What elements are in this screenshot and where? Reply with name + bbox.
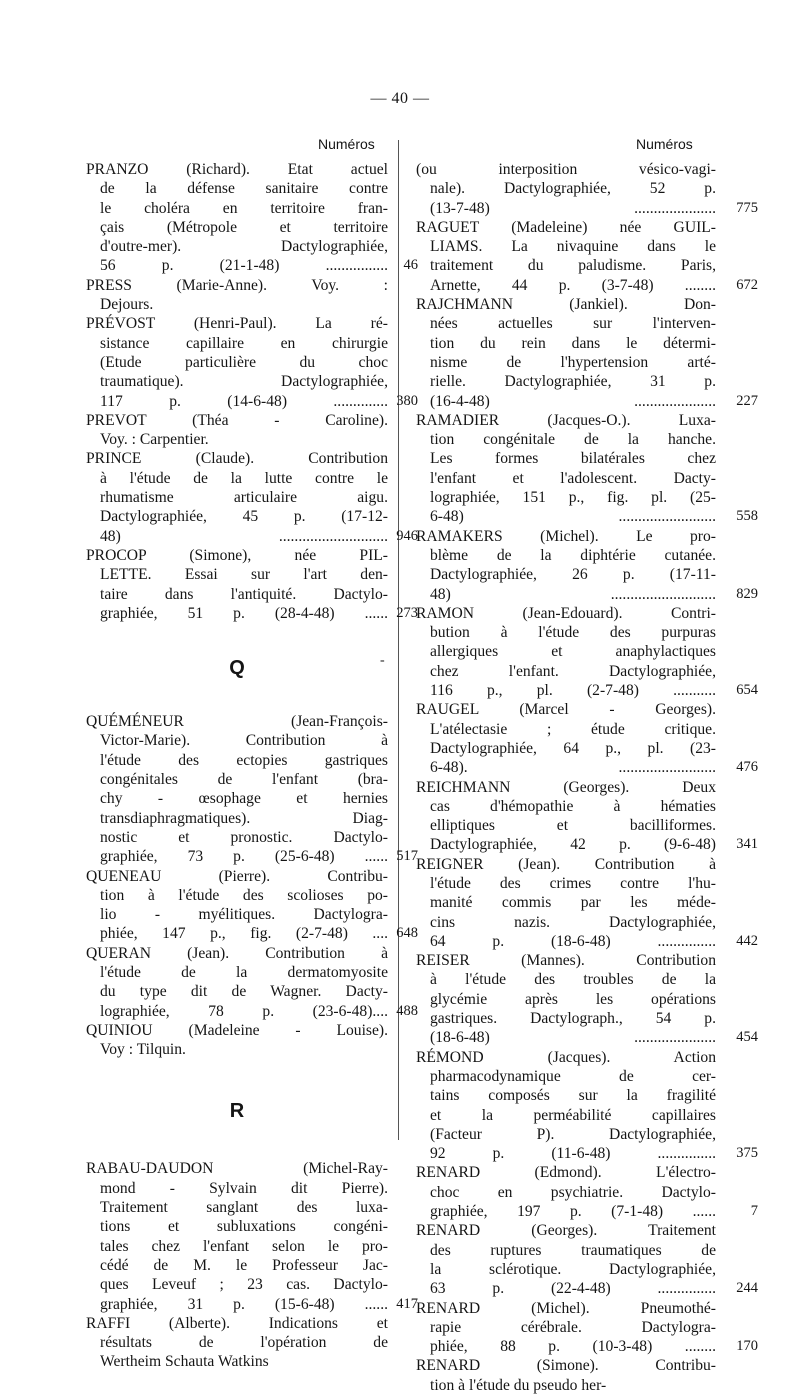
entry-text-line: l'étude des ectopies gastriques bbox=[100, 751, 388, 769]
entry-heading-line: PROCOP (Simone), née PIL- bbox=[86, 546, 388, 564]
column-header-left: Numéros bbox=[318, 136, 375, 152]
entry-text-line: tales chez l'enfant selon le pro- bbox=[100, 1237, 388, 1255]
entry-heading-line: RAUGEL (Marcel - Georges). bbox=[416, 701, 716, 719]
entry-heading-line: QUENEAU (Pierre). Contribu- bbox=[86, 867, 388, 885]
entry-number: 244 bbox=[736, 1280, 758, 1297]
index-entry bbox=[86, 712, 418, 866]
entry-text-line: ques Leveuf ; 23 cas. Dactylo- bbox=[100, 1276, 388, 1294]
entry-text-line: chy - œsophage et hernies bbox=[100, 790, 388, 808]
entry-text-line: Wertheim Schauta Watkins bbox=[100, 1353, 269, 1371]
index-entry bbox=[416, 411, 758, 527]
entry-heading-line: PRINCE (Claude). Contribution bbox=[86, 450, 388, 468]
entry-text-line: (18-6-48) ..................... bbox=[430, 1029, 716, 1047]
index-entry bbox=[86, 1314, 388, 1372]
entry-heading-line: REISER (Mannes). Contribution bbox=[416, 952, 716, 970]
entry-text-line: manité commis par les méde- bbox=[430, 894, 716, 912]
entry-text-line: transdiaphragmatiques). Diag- bbox=[100, 809, 388, 827]
entry-text-line: tion du rein dans le détermi- bbox=[430, 334, 716, 352]
entry-number: 517 bbox=[396, 848, 418, 865]
entry-text-line: cins nazis. Dactylographiée, bbox=[430, 913, 716, 931]
entry-text-line: LETTE. Essai sur l'art den- bbox=[100, 566, 388, 584]
entry-number: 417 bbox=[396, 1295, 418, 1312]
entry-text-line: à l'étude des troubles de la bbox=[430, 971, 716, 989]
entry-number: 476 bbox=[736, 759, 758, 776]
entry-text-line: Arnette, 44 p. (3-7-48) ........ bbox=[430, 276, 716, 294]
entry-number: 380 bbox=[396, 392, 418, 409]
entry-text-line: 48) ........................... bbox=[430, 585, 716, 603]
entry-text-line: 64 p. (18-6-48) ............... bbox=[430, 932, 716, 950]
entry-text-line: bution à l'étude des purpuras bbox=[430, 624, 716, 642]
entry-text-line: de la défense sanitaire contre bbox=[100, 180, 388, 198]
entry-text-line: Dejours. bbox=[100, 296, 154, 314]
entry-text-line: des ruptures traumatiques de bbox=[430, 1241, 716, 1259]
entry-number: 341 bbox=[736, 836, 758, 853]
entry-text-line: lographiée, 151 p., fig. pl. (25- bbox=[430, 489, 716, 507]
index-entry bbox=[86, 411, 388, 450]
entry-text-line: l'étude de la dermatomyosite bbox=[100, 963, 388, 981]
index-entry bbox=[416, 855, 758, 951]
index-entry bbox=[416, 1048, 758, 1164]
index-entry bbox=[86, 314, 418, 410]
entry-number: 7 bbox=[750, 1203, 758, 1220]
entry-text-line: Dactylographiée, 64 p., pl. (23- bbox=[430, 739, 716, 757]
entry-heading-line: (ou interposition vésico-vagi- bbox=[416, 161, 716, 178]
entry-text-line: Les formes bilatérales chez bbox=[430, 450, 716, 468]
index-entry bbox=[86, 867, 418, 944]
entry-heading-line: QUERAN (Jean). Contribution à bbox=[86, 944, 388, 962]
index-entry bbox=[416, 1221, 758, 1298]
entry-text-line: glycémie après les opérations bbox=[430, 990, 716, 1008]
margin-mark: - bbox=[380, 653, 385, 668]
entry-text-line: Victor-Marie). Contribution à bbox=[100, 732, 388, 750]
entries-r bbox=[86, 1159, 418, 1371]
entry-heading-line: QUÉMÉNEUR (Jean-François- bbox=[86, 713, 388, 731]
index-entry bbox=[416, 951, 758, 1047]
entry-text-line: çais (Métropole et territoire bbox=[100, 218, 388, 236]
right-column bbox=[416, 160, 758, 1395]
entry-text-line: rapie cérébrale. Dactylogra- bbox=[430, 1318, 716, 1336]
entry-text-line: (13-7-48) ..................... bbox=[430, 199, 716, 217]
entry-heading-line: RAGUET (Madeleine) née GUIL- bbox=[416, 218, 716, 236]
column-divider bbox=[398, 140, 399, 1140]
column-header-right: Numéros bbox=[636, 136, 693, 152]
entry-heading-line: REICHMANN (Georges). Deux bbox=[416, 778, 716, 796]
entry-number: 648 bbox=[396, 925, 418, 942]
entry-number: 946 bbox=[396, 527, 418, 544]
entry-text-line: sistance capillaire en chirurgie bbox=[100, 334, 388, 352]
entry-text-line: L'atélectasie ; étude critique. bbox=[430, 720, 716, 738]
section-letter-q: Q bbox=[229, 657, 245, 680]
entry-text-line: graphiée, 197 p. (7-1-48) ...... bbox=[430, 1203, 716, 1221]
entry-heading-line: RENARD (Georges). Traitement bbox=[416, 1222, 716, 1240]
entry-heading-line: RENARD (Edmond). L'électro- bbox=[416, 1164, 716, 1182]
entry-text-line: l'étude des crimes contre l'hu- bbox=[430, 874, 716, 892]
entry-number: 488 bbox=[396, 1002, 418, 1019]
entry-text-line: congénitales de l'enfant (bra- bbox=[100, 771, 388, 789]
entry-text-line: Voy : Tilquin. bbox=[100, 1041, 186, 1059]
entry-text-line: nale). Dactylographiée, 52 p. bbox=[430, 180, 716, 198]
entry-text-line: Dactylographiée, 26 p. (17-11- bbox=[430, 566, 716, 584]
entry-text-line: et la perméabilité capillaires bbox=[430, 1106, 716, 1124]
entry-text-line: rhumatisme articulaire aigu. bbox=[100, 489, 388, 507]
entry-text-line: nées actuelles sur l'interven- bbox=[430, 315, 716, 333]
index-entry bbox=[416, 1356, 716, 1395]
entry-text-line: allergiques et anaphylactiques bbox=[430, 643, 716, 661]
entry-number: 46 bbox=[403, 257, 418, 274]
entry-text-line: (Facteur P). Dactylographiée, bbox=[430, 1125, 716, 1143]
entry-heading-line: REIGNER (Jean). Contribution à bbox=[416, 855, 716, 873]
left-column bbox=[86, 160, 418, 1372]
entry-text-line: la sclérotique. Dactylographiée, bbox=[430, 1260, 716, 1278]
index-entry bbox=[416, 527, 758, 604]
index-entry bbox=[86, 1159, 418, 1313]
entry-text-line: 116 p., pl. (2-7-48) ........... bbox=[430, 682, 716, 700]
entry-heading-line: RABAU-DAUDON (Michel-Ray- bbox=[86, 1160, 388, 1178]
index-entry bbox=[86, 160, 418, 276]
entries-r-continued bbox=[416, 160, 758, 1395]
index-entry bbox=[416, 218, 758, 295]
entry-heading-line: RAMAKERS (Michel). Le pro- bbox=[416, 527, 716, 545]
entry-number: 775 bbox=[736, 199, 758, 216]
entry-text-line: pharmacodynamique de cer- bbox=[430, 1067, 716, 1085]
index-entry bbox=[416, 778, 758, 855]
entry-text-line: Traitement sanglant des luxa- bbox=[100, 1199, 388, 1217]
entry-text-line: tions et subluxations congéni- bbox=[100, 1218, 388, 1236]
entry-heading-line: PRESS (Marie-Anne). Voy. : bbox=[86, 276, 388, 294]
entry-number: 375 bbox=[736, 1145, 758, 1162]
entry-text-line: Dactylographiée, 45 p. (17-12- bbox=[100, 508, 388, 526]
entry-number: 227 bbox=[736, 392, 758, 409]
entry-text-line: nostic et pronostic. Dactylo- bbox=[100, 828, 388, 846]
entry-text-line: mond - Sylvain dit Pierre). bbox=[100, 1179, 388, 1197]
entry-text-line: tion à l'étude des scolioses po- bbox=[100, 886, 388, 904]
entry-text-line: phiée, 88 p. (10-3-48) ........ bbox=[430, 1338, 716, 1356]
index-entry bbox=[416, 160, 758, 218]
entry-text-line: blème de la diphtérie cutanée. bbox=[430, 546, 716, 564]
entry-heading-line: RENARD (Simone). Contribu- bbox=[416, 1357, 716, 1375]
entry-text-line: 92 p. (11-6-48) ............... bbox=[430, 1145, 716, 1163]
entry-text-line: (Etude particulière du choc bbox=[100, 353, 388, 371]
entry-text-line: taire dans l'antiquité. Dactylo- bbox=[100, 585, 388, 603]
entry-text-line: tains composés sur la fragilité bbox=[430, 1087, 716, 1105]
entry-heading-line: PRANZO (Richard). Etat actuel bbox=[86, 161, 388, 178]
index-entry bbox=[416, 604, 758, 700]
entry-text-line: nisme de l'hypertension arté- bbox=[430, 353, 716, 371]
entry-text-line: traitement du paludisme. Paris, bbox=[430, 257, 716, 275]
entry-text-line: graphiée, 31 p. (15-6-48) ...... bbox=[100, 1295, 388, 1313]
entry-text-line: choc en psychiatrie. Dactylo- bbox=[430, 1183, 716, 1201]
entry-text-line: lio - myélitiques. Dactylogra- bbox=[100, 906, 388, 924]
entry-text-line: traumatique). Dactylographiée, bbox=[100, 373, 388, 391]
entry-text-line: 6-48) ......................... bbox=[430, 508, 716, 526]
entry-heading-line: RAMADIER (Jacques-O.). Luxa- bbox=[416, 411, 716, 429]
entry-text-line: cas d'hémopathie à hématies bbox=[430, 797, 716, 815]
index-entry bbox=[86, 276, 388, 315]
index-entry bbox=[86, 1021, 388, 1060]
entry-text-line: LIAMS. La nivaquine dans le bbox=[430, 238, 716, 256]
entry-number: 442 bbox=[736, 932, 758, 949]
entry-heading-line: PRÉVOST (Henri-Paul). La ré- bbox=[86, 315, 388, 333]
index-entry bbox=[86, 449, 418, 545]
entry-text-line: graphiée, 73 p. (25-6-48) ...... bbox=[100, 848, 388, 866]
entry-text-line: 48) ............................ bbox=[100, 527, 388, 545]
entry-heading-line: QUINIOU (Madeleine - Louise). bbox=[86, 1021, 388, 1039]
entry-text-line: graphiée, 51 p. (28-4-48) ...... bbox=[100, 604, 388, 622]
entry-number: 829 bbox=[736, 585, 758, 602]
index-entry bbox=[416, 295, 758, 411]
entry-text-line: à l'étude de la lutte contre le bbox=[100, 469, 388, 487]
entry-text-line: (16-4-48) ..................... bbox=[430, 392, 716, 410]
entry-text-line: du type dit de Wagner. Dacty- bbox=[100, 983, 388, 1001]
entry-number: 654 bbox=[736, 682, 758, 699]
entry-text-line: le choléra en territoire fran- bbox=[100, 199, 388, 217]
entry-text-line: chez l'enfant. Dactylographiée, bbox=[430, 662, 716, 680]
index-entry bbox=[86, 546, 418, 623]
entry-text-line: 56 p. (21-1-48) ................ bbox=[100, 257, 388, 275]
entry-text-line: gastriques. Dactylograph., 54 p. bbox=[430, 1010, 716, 1028]
entry-text-line: 117 p. (14-6-48) .............. bbox=[100, 392, 388, 410]
entry-text-line: résultats de l'opération de bbox=[100, 1334, 388, 1352]
entry-number: 273 bbox=[396, 604, 418, 621]
entry-text-line: d'outre-mer). Dactylographiée, bbox=[100, 238, 388, 256]
entry-heading-line: PREVOT (Théa - Caroline). bbox=[86, 411, 388, 429]
section-letter-r: R bbox=[229, 1100, 245, 1123]
index-entry bbox=[86, 944, 418, 1021]
entry-number: 558 bbox=[736, 508, 758, 525]
entry-heading-line: RÉMOND (Jacques). Action bbox=[416, 1048, 716, 1066]
entry-text-line: phiée, 147 p., fig. (2-7-48) .... bbox=[100, 925, 388, 943]
entry-text-line: rielle. Dactylographiée, 31 p. bbox=[430, 373, 716, 391]
entry-text-line: 63 p. (22-4-48) ............... bbox=[430, 1280, 716, 1298]
entry-heading-line: RAJCHMANN (Jankiel). Don- bbox=[416, 296, 716, 314]
page-number: — 40 — bbox=[370, 90, 430, 107]
index-entry bbox=[416, 1163, 758, 1221]
entry-number: 672 bbox=[736, 276, 758, 293]
entry-text-line: elliptiques et bacilliformes. bbox=[430, 817, 716, 835]
entry-number: 454 bbox=[736, 1029, 758, 1046]
entry-text-line: lographiée, 78 p. (23-6-48).... bbox=[100, 1002, 388, 1020]
index-entry bbox=[416, 1299, 758, 1357]
entry-text-line: cédé de M. le Professeur Jac- bbox=[100, 1256, 388, 1274]
entry-text-line: Voy. : Carpentier. bbox=[100, 431, 209, 449]
entry-heading-line: RENARD (Michel). Pneumothé- bbox=[416, 1299, 716, 1317]
entries-q bbox=[86, 712, 418, 1059]
entry-text-line: tion congénitale de la hanche. bbox=[430, 431, 716, 449]
entry-text-line: Dactylographiée, 42 p. (9-6-48) bbox=[430, 836, 716, 854]
entry-number: 170 bbox=[736, 1338, 758, 1355]
entry-heading-line: RAFFI (Alberte). Indications et bbox=[86, 1314, 388, 1332]
entries-p bbox=[86, 160, 418, 623]
entry-text-line: 6-48). ......................... bbox=[430, 759, 716, 777]
entry-text-line: tion à l'étude du pseudo her- bbox=[430, 1376, 607, 1394]
index-entry bbox=[416, 700, 758, 777]
entry-heading-line: RAMON (Jean-Edouard). Contri- bbox=[416, 604, 716, 622]
entry-text-line: l'enfant et l'adolescent. Dacty- bbox=[430, 469, 716, 487]
